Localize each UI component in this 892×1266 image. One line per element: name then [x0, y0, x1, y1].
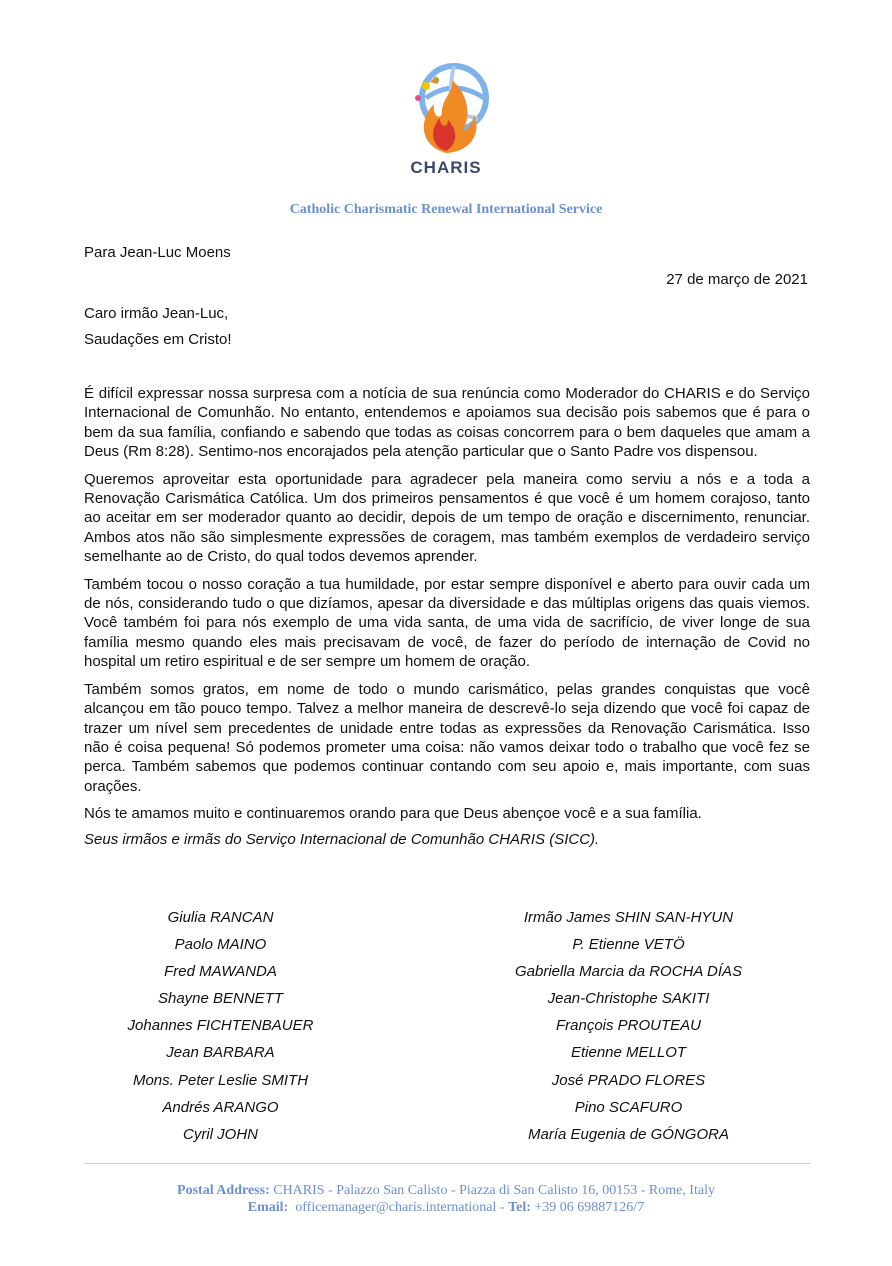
paragraph: Nós te amamos muito e continuaremos orando para que Deus abençoe você e a sua família. — [84, 805, 702, 823]
signatory-name: Johannes FICHTENBAUER — [127, 1017, 314, 1035]
signatory-name: Irmão James SHIN SAN-HYUN — [523, 909, 734, 926]
signatory-name: José PRADO FLORES — [551, 1071, 706, 1089]
signatory-name: Pino SCAFURO — [574, 1098, 683, 1116]
tel-label: Tel: — [508, 1200, 531, 1215]
contact-line — [0, 1199, 892, 1216]
greeting: Saudações em Cristo! — [84, 331, 232, 348]
signatory-name: Gabriella Marcia da ROCHA DÍAS — [514, 963, 742, 981]
paragraph: Também tocou o nosso coração a tua humildade, por estar sempre disponível e aberto para ouvir cada um de nós, considerando tudo o que dizíamos, apesar da diversidade e das múltiplas origens das quais viemos. Você também foi para nós exemplo de uma vida santa, de uma vida de sacrifício, de viver longe de sua família mesmo quando eles mais precisavam de você, de fazer do período de internação de Covid no hospital um retiro espiritual e de ser sempre um homem de oração. — [84, 575, 810, 671]
footer — [0, 1182, 892, 1216]
paragraph: É difícil expressar nossa surpresa com a notícia de sua renúncia como Moderador do CHARIS e do Serviço Internacional de Comunhão. No entanto, entendemos e apoiamos sua decisão pois sabemos que é para o bem da sua família, confiando e sabendo que todas as coisas concorrem para o bem daqueles que amam a Deus (Rm 8:28). Sentimo-nos encorajados pela atenção particular que o Santo Padre vos dispensou. — [84, 385, 810, 461]
signatory-name: Mons. Peter Leslie SMITH — [132, 1071, 309, 1089]
signatory-name: Giulia RANCAN — [167, 909, 274, 926]
signatories-left-column — [84, 908, 447, 1152]
telephone: +39 06 69887126/7 — [534, 1200, 645, 1215]
signatory-name: Fred MAWANDA — [164, 963, 277, 981]
flame-globe-icon — [396, 58, 496, 158]
salutation: Caro irmão Jean-Luc, — [84, 305, 229, 322]
email-link[interactable]: officemanager@charis.international — [295, 1200, 497, 1215]
letter-body — [84, 384, 810, 857]
organization-name: Catholic Charismatic Renewal International Service — [289, 202, 603, 217]
signatory-name: Jean-Christophe SAKITI — [547, 990, 710, 1008]
signatory-name: Andrés ARANGO — [162, 1098, 279, 1116]
recipient-line: Para Jean-Luc Moens — [84, 244, 231, 261]
postal-address-line — [0, 1182, 892, 1199]
signatory-name: María Eugenia de GÓNGORA — [528, 1125, 729, 1143]
signatory-name: François PROUTEAU — [555, 1017, 702, 1035]
footer-divider — [84, 1163, 810, 1164]
letter-date: 27 de março de 2021 — [666, 271, 808, 288]
signatory-name: Shayne BENNETT — [157, 990, 284, 1008]
postal-label: Postal Address: — [177, 1183, 270, 1198]
signatories — [84, 908, 810, 1152]
signatory-name: Etienne MELLOT — [570, 1044, 687, 1062]
logo-wordmark: CHARIS — [410, 158, 482, 177]
paragraph: Queremos aproveitar esta oportunidade para agradecer pela maneira como serviu a nós e a toda a Renovação Carismática Católica. Um dos primeiros pensamentos é que você é um homem corajoso, tanto ao aceitar em ser moderador quanto ao decidir, depois de um tempo de oração e discernimento, renunciar. Ambos atos não são simplesmente expressões de coragem, mas também exemplos de verdadeiro serviço semelhante ao de Cristo, do qual todos devemos aprender. — [84, 470, 810, 566]
charis-logo — [396, 58, 496, 182]
postal-address: CHARIS - Palazzo San Calisto - Piazza di San Calisto 16, 00153 - Rome, Italy — [273, 1183, 715, 1198]
signatory-name: P. Etienne VETÖ — [572, 936, 685, 954]
separator: - — [496, 1200, 509, 1215]
signatories-right-column — [447, 908, 810, 1152]
signature-line: Seus irmãos e irmãs do Serviço Internacional de Comunhão CHARIS (SICC). — [84, 830, 600, 848]
signatory-name: Paolo MAINO — [174, 936, 267, 954]
email-label: Email: — [247, 1200, 289, 1215]
signatory-name: Jean BARBARA — [166, 1044, 275, 1062]
paragraph: Também somos gratos, em nome de todo o mundo carismático, pelas grandes conquistas que você alcançou em tão pouco tempo. Talvez a melhor maneira de descrevê-lo seja dizendo que você foi capaz de trazer um nível sem precedentes de unidade entre todas as expressões da Renovação Carismática. Isso não é coisa pequena! Só podemos prometer uma coisa: não vamos deixar todo o trabalho que você fez se perca. Também sabemos que podemos continuar contando com seu apoio e, mais importante, com suas orações. — [84, 680, 810, 795]
signatory-name: Cyril JOHN — [183, 1125, 258, 1143]
